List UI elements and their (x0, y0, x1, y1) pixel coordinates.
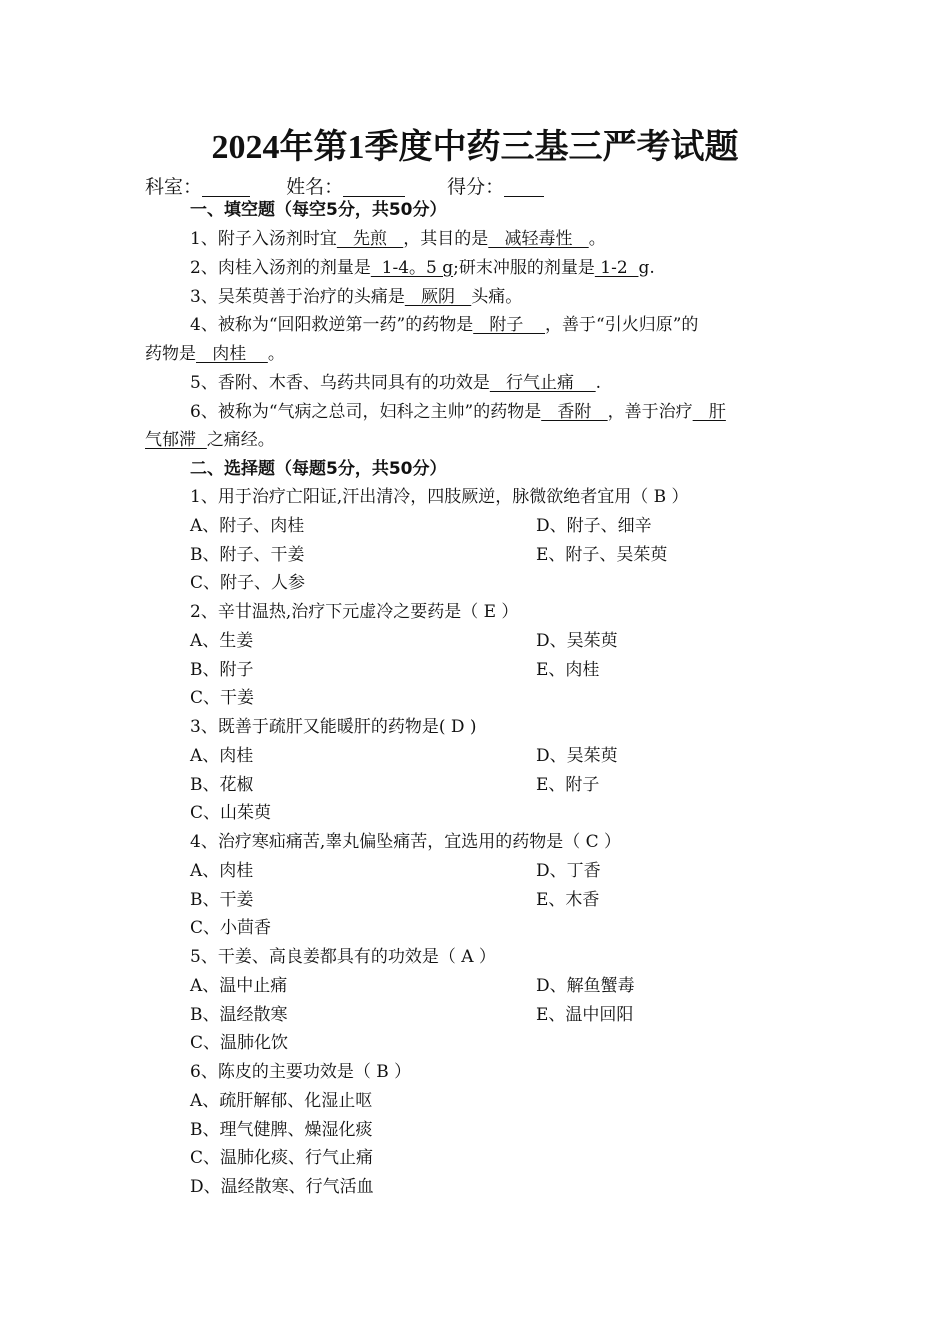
choice-option-e: E、木香 (536, 890, 600, 910)
q5-text-a: 5、香附、木香、乌药共同具有的功效是 (190, 373, 490, 393)
q4-text-e: 。 (267, 344, 285, 364)
choice-option-a: A、肉桂 (190, 861, 254, 881)
q4-text-d: 药物是 (145, 344, 196, 364)
choice-option-e: E、附子 (536, 775, 600, 795)
choice-option-d: D、丁香 (536, 861, 601, 881)
q2-text-d: g. (638, 258, 655, 278)
choice-option-d: D、附子、细辛 (536, 516, 652, 536)
choice-option-c: C、小茴香 (190, 918, 272, 938)
choice-option-b: B、理气健脾、燥湿化痰 (190, 1120, 373, 1140)
q6-answer-1: 香附 (541, 402, 608, 422)
choice-option-d: D、吴茱萸 (536, 631, 618, 651)
choice-option-d: D、解鱼蟹毒 (536, 976, 635, 996)
q2-text-a: 2、肉桂入汤剂的剂量是 (190, 258, 371, 278)
choice-option-a: A、生姜 (190, 631, 254, 651)
q3-text-c: 头痛。 (471, 287, 523, 307)
q1-text-d: 。 (588, 229, 606, 249)
score-label: 得分： (447, 176, 505, 198)
choice-option-c: C、干姜 (190, 688, 255, 708)
q6-text-c: ，善于治疗 (607, 402, 693, 422)
q4-answer-2: 肉桂 (196, 344, 268, 364)
fill-question-6 (190, 398, 726, 426)
choice-question-stem: 1、用于治疗亡阳证,汗出清冷，四肢厥逆，脉微欲绝者宜用（ B ） (190, 487, 689, 507)
choice-question-stem: 2、辛甘温热,治疗下元虚冷之要药是（ E ） (190, 602, 519, 622)
choice-option-c: C、温肺化饮 (190, 1033, 289, 1053)
choice-question-stem: 4、治疗寒疝痛苦,睾丸偏坠痛苦，宜选用的药物是（ C ） (190, 832, 622, 852)
q2-answer-2: 1-2 (594, 258, 639, 278)
q4-text-a: 4、被称为“回阳救逆第一药”的药物是 (190, 315, 474, 335)
fill-question-3 (190, 283, 522, 311)
choice-option-a: A、温中止痛 (190, 976, 288, 996)
q2-text-c: ;研末冲服的剂量是 (453, 258, 595, 278)
choice-option-e: E、肉桂 (536, 660, 600, 680)
choice-question-stem: 6、陈皮的主要功效是（ B ） (190, 1062, 412, 1082)
dept-label: 科室： (145, 176, 203, 198)
choice-option-c: C、附子、人参 (190, 573, 306, 593)
choice-option-a: A、肉桂 (190, 746, 254, 766)
name-label: 姓名： (286, 176, 344, 198)
fill-question-6-cont (145, 426, 275, 454)
q5-answer-1: 行气止痛 (489, 373, 596, 393)
choice-option-e: E、温中回阳 (536, 1005, 634, 1025)
q6-text-a: 6、被称为“气病之总司，妇科之主帅”的药物是 (190, 402, 542, 422)
choice-option-c: C、山茱萸 (190, 803, 272, 823)
score-blank (504, 176, 544, 197)
choice-option-d: D、温经散寒、行气活血 (190, 1177, 374, 1197)
q4-answer-1: 附子 (473, 315, 546, 335)
q5-text-c: . (595, 373, 602, 393)
q6-answer-2: 肝 (692, 402, 726, 422)
q3-answer-1: 厥阴 (404, 287, 472, 307)
page-title: 2024年第1季度中药三基三严考试题 (211, 129, 739, 166)
choice-option-b: B、附子 (190, 660, 254, 680)
choice-option-c: C、温肺化痰、行气止痛 (190, 1148, 374, 1168)
q1-text-c: ，其目的是 (403, 229, 489, 249)
choice-option-a: A、附子、肉桂 (190, 516, 305, 536)
choice-option-b: B、附子、干姜 (190, 545, 305, 565)
q6-answer-2-cont: 气郁滞 (145, 430, 207, 450)
choice-option-d: D、吴茱萸 (536, 746, 618, 766)
q6-text-e: 之痛经。 (206, 430, 275, 450)
fill-question-5 (190, 369, 601, 397)
fill-question-4-cont (145, 340, 285, 368)
q1-answer-1: 先煎 (336, 229, 404, 249)
fill-question-4 (190, 311, 698, 339)
q1-text-a: 1、附子入汤剂时宜 (190, 229, 337, 249)
choice-option-b: B、花椒 (190, 775, 254, 795)
choice-option-b: B、干姜 (190, 890, 254, 910)
fill-question-2 (190, 254, 655, 282)
q2-answer-1: 1-4。5 g (370, 258, 454, 278)
dept-blank (202, 176, 250, 197)
section1-heading: 一、填空题（每空5分，共50分） (190, 200, 447, 220)
choice-option-e: E、附子、吴茱萸 (536, 545, 668, 565)
choice-option-b: B、温经散寒 (190, 1005, 288, 1025)
name-blank (343, 176, 405, 197)
q1-answer-2: 减轻毒性 (488, 229, 589, 249)
section2-heading: 二、选择题（每题5分，共50分） (190, 459, 447, 479)
choice-option-a: A、疏肝解郁、化湿止呕 (190, 1091, 373, 1111)
q3-text-a: 3、吴茱萸善于治疗的头痛是 (190, 287, 405, 307)
choice-question-stem: 3、既善于疏肝又能暖肝的药物是( D ) (190, 717, 477, 737)
fill-question-1 (190, 225, 606, 253)
q4-text-c: ，善于“引火归原”的 (545, 315, 699, 335)
choice-question-stem: 5、干姜、高良姜都具有的功效是（ A ） (190, 947, 496, 967)
